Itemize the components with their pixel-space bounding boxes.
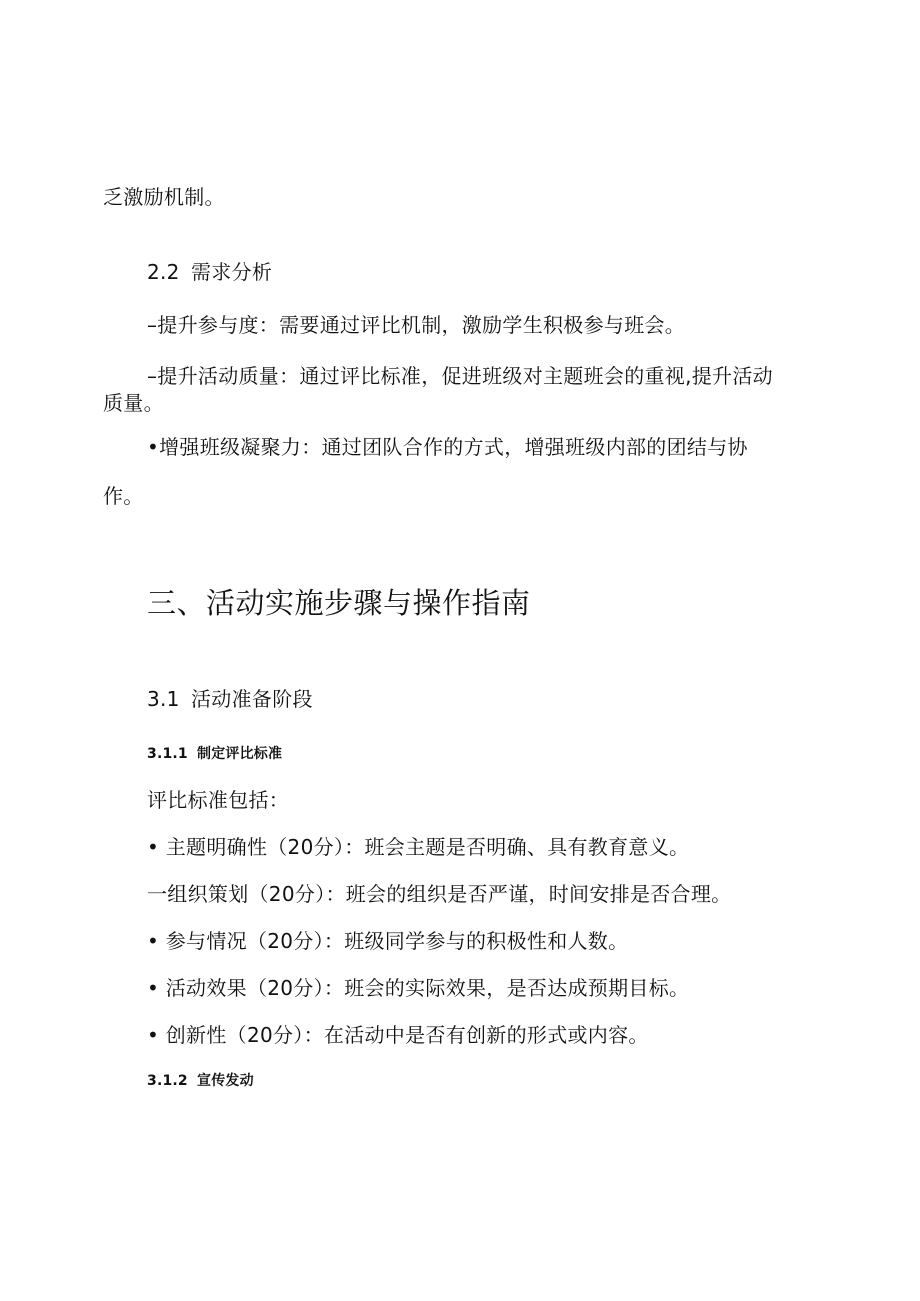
need-item-quality: –提升活动质量：通过评比标准，促进班级对主题班会的重视,提升活动 — [147, 364, 773, 388]
criteria-item-theme: • 主题明确性（20分）：班会主题是否明确、具有教育意义。 — [147, 835, 690, 859]
chapter-heading: 三、活动实施步骤与操作指南 — [147, 586, 531, 620]
need-item-cohesion: •增强班级凝聚力：通过团队合作的方式，增强班级内部的团结与协 — [147, 435, 748, 459]
need-item-cohesion-cont: 作。 — [103, 484, 144, 508]
criteria-item-effect: • 活动效果（20分）：班会的实际效果，是否达成预期目标。 — [147, 976, 690, 1000]
criteria-item-participation: • 参与情况（20分）：班级同学参与的积极性和人数。 — [147, 929, 629, 953]
criteria-item-organization: 一组织策划（20分）：班会的组织是否严谨，时间安排是否合理。 — [147, 882, 732, 906]
subsection-number: 3.1.2 — [147, 1073, 188, 1089]
section-title: 需求分析 — [191, 260, 273, 284]
paragraph-continuation: 乏激励机制。 — [103, 185, 225, 209]
subsection-title: 制定评比标准 — [197, 746, 283, 762]
criteria-intro: 评比标准包括： — [147, 788, 290, 812]
need-item-participation: –提升参与度：需要通过评比机制，激励学生积极参与班会。 — [147, 313, 686, 337]
section-number: 2.2 — [147, 260, 180, 284]
section-heading-3-1 — [147, 685, 313, 713]
subsection-number: 3.1.1 — [147, 746, 188, 762]
subsection-heading-3-1-1 — [147, 744, 282, 764]
criteria-item-innovation: • 创新性（20分）：在活动中是否有创新的形式或内容。 — [147, 1023, 649, 1047]
section-title: 活动准备阶段 — [191, 687, 313, 711]
section-heading-2-2 — [147, 258, 272, 286]
need-item-quality-cont: 质量。 — [103, 391, 164, 415]
subsection-title: 宣传发动 — [197, 1073, 254, 1089]
subsection-heading-3-1-2 — [147, 1071, 254, 1091]
section-number: 3.1 — [147, 687, 180, 711]
